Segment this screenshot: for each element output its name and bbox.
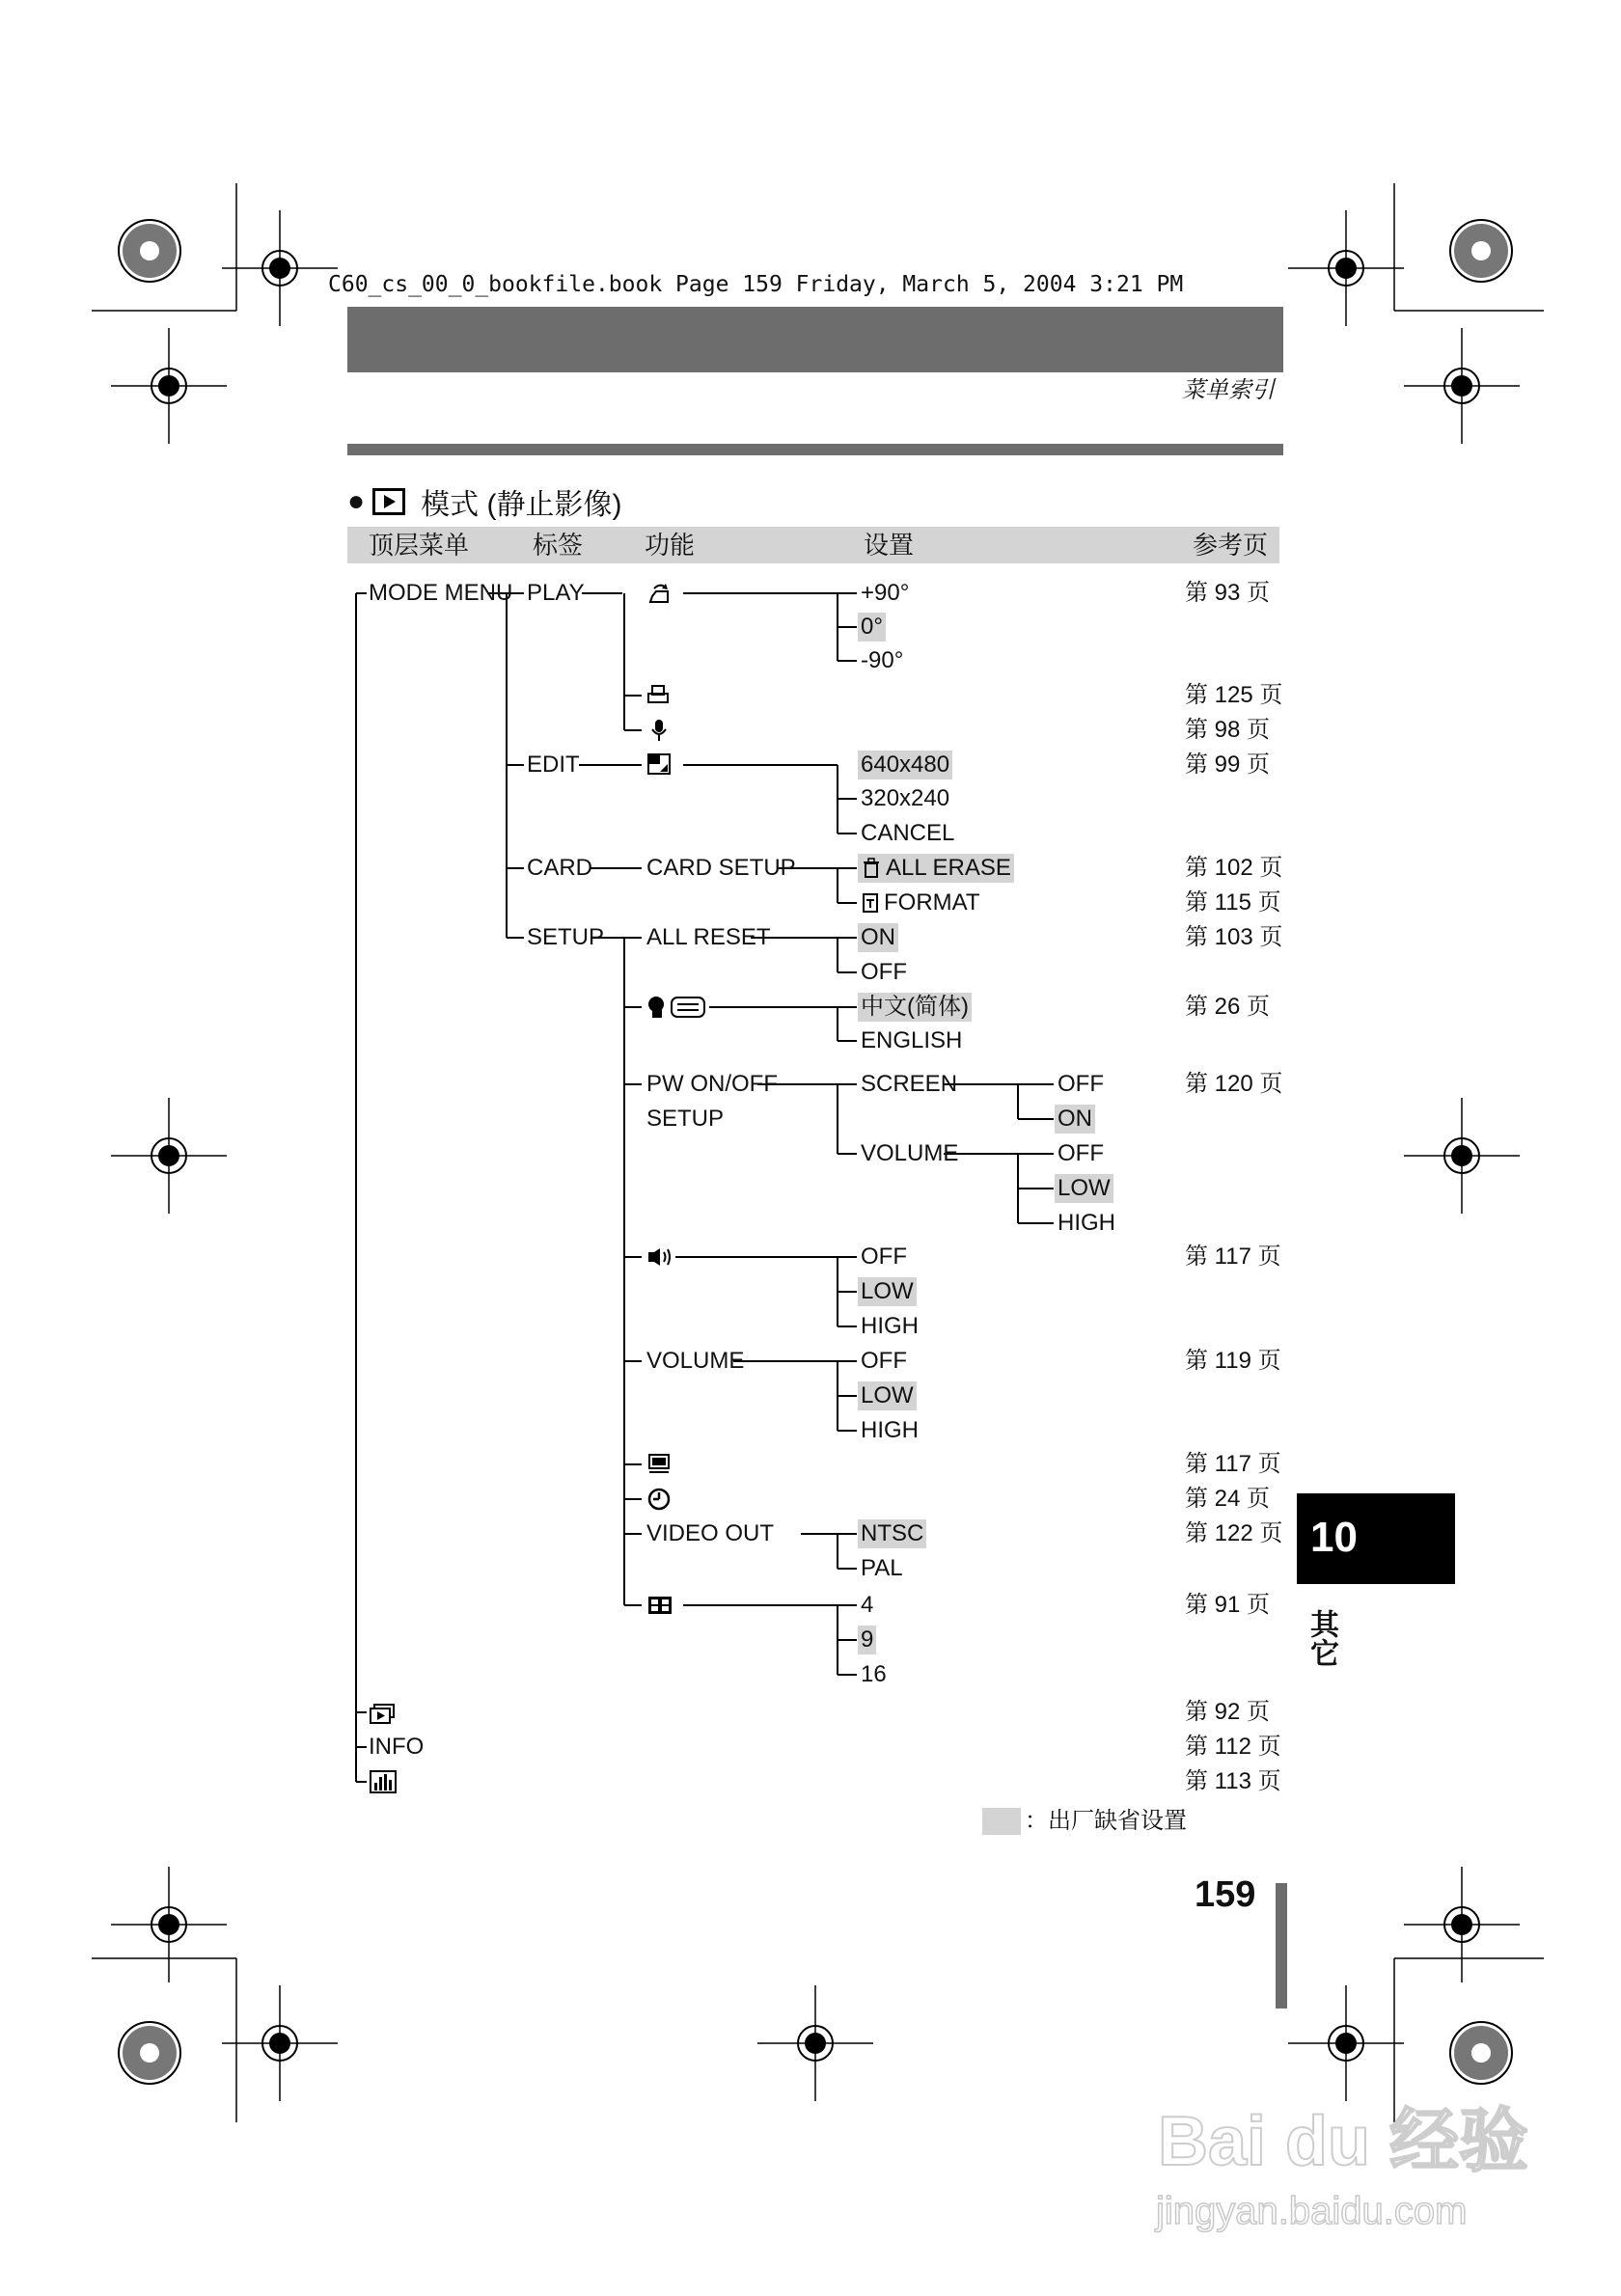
page-number-bar	[1276, 1883, 1287, 2009]
slideshow-icon	[369, 1700, 399, 1725]
ref-volume: 第 119 页	[1185, 1348, 1281, 1374]
col-setting: 设置	[864, 531, 915, 560]
microphone-icon	[646, 718, 672, 743]
rec-view-icon	[646, 1452, 673, 1477]
setting-beep-low: LOW	[858, 1277, 917, 1306]
setting-rot-plus90: +90°	[861, 580, 910, 606]
setting-idx-4: 4	[861, 1592, 874, 1618]
ref-all-erase: 第 102 页	[1185, 855, 1283, 881]
col-function: 功能	[645, 531, 696, 560]
setting-v2-low: LOW	[858, 1381, 917, 1410]
setting-idx-16: 16	[861, 1661, 887, 1687]
setting-vol-off: OFF	[1058, 1140, 1104, 1166]
ref-record: 第 98 页	[1185, 717, 1271, 743]
setting-v2-off: OFF	[861, 1348, 907, 1374]
ref-resize: 第 99 页	[1185, 752, 1271, 778]
chapter-number: 10	[1310, 1514, 1358, 1561]
setting-beep-off: OFF	[861, 1244, 907, 1270]
setting-idx-9: 9	[858, 1626, 876, 1654]
pw-setup-label: SETUP	[646, 1106, 725, 1132]
ref-slideshow: 第 92 页	[1185, 1699, 1271, 1725]
setting-format	[861, 888, 980, 917]
col-ref-page: 参考页	[1193, 531, 1269, 560]
heading-text: 模式 (静止影像)	[421, 489, 622, 521]
ref-language: 第 26 页	[1185, 994, 1271, 1020]
ref-rotate: 第 93 页	[1185, 580, 1271, 606]
all-erase-text: ALL ERASE	[886, 855, 1011, 881]
chapter-label: 其它	[1305, 1609, 1337, 1667]
all-reset-label: ALL RESET	[646, 924, 771, 950]
ref-histogram: 第 113 页	[1185, 1768, 1281, 1794]
ref-info: 第 112 页	[1185, 1734, 1281, 1760]
setting-v2-high: HIGH	[861, 1417, 919, 1443]
setting-cancel: CANCEL	[861, 820, 955, 846]
resize-icon	[646, 752, 672, 778]
legend-swatch	[982, 1808, 1021, 1835]
format-card-icon	[861, 892, 880, 914]
setting-rot-0: 0°	[858, 613, 886, 642]
ref-pw-setup: 第 120 页	[1185, 1071, 1283, 1097]
setting-screen-on: ON	[1055, 1105, 1095, 1134]
ref-format: 第 115 页	[1185, 889, 1281, 916]
tab-edit: EDIT	[527, 752, 580, 778]
setting-vol-high: HIGH	[1058, 1210, 1115, 1236]
ref-video-out: 第 122 页	[1185, 1520, 1283, 1546]
setting-screen-off: OFF	[1058, 1071, 1104, 1097]
setting-beep-high: HIGH	[861, 1313, 919, 1339]
video-out-label: VIDEO OUT	[646, 1520, 775, 1546]
ref-rec-view: 第 117 页	[1185, 1451, 1281, 1477]
format-text: FORMAT	[884, 889, 980, 916]
info-label: INFO	[369, 1734, 425, 1760]
mode-menu-label: MODE MENU	[369, 580, 513, 606]
watermark-brand: Bai du 经验	[1158, 2103, 1529, 2180]
tab-play: PLAY	[527, 580, 585, 606]
beep-icon	[646, 1244, 673, 1270]
card-setup-label: CARD SETUP	[646, 855, 796, 881]
histogram-icon	[369, 1769, 398, 1794]
tab-card: CARD	[527, 855, 593, 881]
setting-lang-en: ENGLISH	[861, 1027, 963, 1053]
ref-print-order: 第 125 页	[1185, 682, 1283, 708]
setting-vol-low: LOW	[1055, 1174, 1113, 1203]
volume-label: VOLUME	[646, 1348, 745, 1374]
volume-sub-label: VOLUME	[861, 1140, 959, 1166]
print-order-icon	[646, 683, 672, 708]
ref-clock: 第 24 页	[1185, 1486, 1271, 1512]
setting-rot-minus90: -90°	[861, 647, 904, 673]
screen-label: SCREEN	[861, 1071, 958, 1097]
setting-lang-cn: 中文(简体)	[858, 993, 972, 1022]
bullet: ●	[347, 485, 366, 517]
tab-setup: SETUP	[527, 924, 605, 950]
pw-on-off-label: PW ON/OFF	[646, 1071, 778, 1097]
section-label: 菜单索引	[1182, 377, 1275, 403]
rotate-icon	[646, 581, 672, 606]
setting-ntsc: NTSC	[858, 1519, 926, 1548]
setting-reset-off: OFF	[861, 959, 907, 985]
legend-text: ：出厂缺省设置	[1025, 1808, 1187, 1834]
trash-icon	[861, 858, 882, 879]
ref-all-reset: 第 103 页	[1185, 924, 1283, 950]
ref-index: 第 91 页	[1185, 1592, 1271, 1618]
print-slug: C60_cs_00_0_bookfile.book Page 159 Friday, March 5, 2004 3:21 PM	[328, 272, 1184, 297]
chapter-tab	[1297, 1493, 1455, 1584]
clock-icon	[646, 1487, 672, 1512]
watermark-url: jingyan.baidu.com	[1156, 2190, 1468, 2232]
ref-beep: 第 117 页	[1185, 1244, 1281, 1270]
setting-640: 640x480	[858, 751, 952, 779]
setting-reset-on: ON	[858, 923, 898, 952]
col-top-menu: 顶层菜单	[369, 531, 470, 560]
index-display-icon	[646, 1593, 673, 1618]
setting-all-erase	[858, 854, 1014, 883]
setting-320: 320x240	[861, 785, 950, 811]
language-icon	[646, 995, 708, 1020]
setting-pal: PAL	[861, 1555, 903, 1581]
page-number: 159	[1195, 1874, 1256, 1915]
col-tab: 标签	[533, 531, 584, 560]
